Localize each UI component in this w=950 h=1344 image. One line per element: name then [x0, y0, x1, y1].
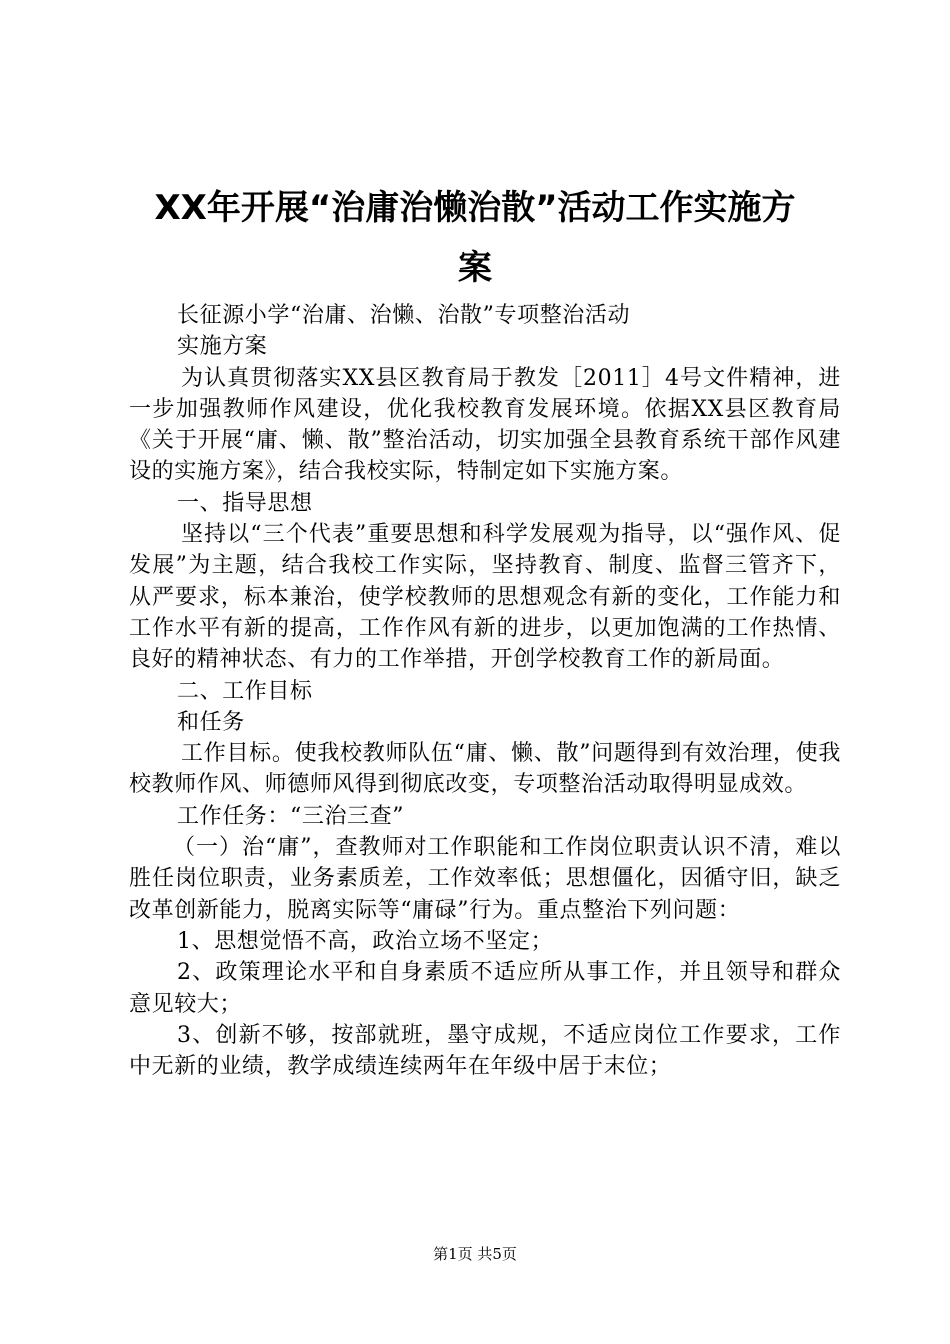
list-item-1: 1、思想觉悟不高，政治立场不坚定； [177, 928, 554, 954]
heading-work-goals: 二、工作目标 [177, 678, 313, 704]
heading-guiding-ideology: 一、指导思想 [177, 490, 313, 516]
document-title-line-1: XX年开展“治庸治懒治散”活动工作实施方 [154, 188, 796, 228]
heading-work-goals-continued: 和任务 [177, 709, 245, 735]
guiding-ideology-paragraph: 坚持以“三个代表”重要思想和科学发展观为指导，以“强作风、促发展”为主题，结合我校工作实际，坚持教育、制度、监督三管齐下，从严要求，标本兼治，使学校教师的思想观念有新的变化，工作能力和工作水平有新的提高，工作作风有新的进步，以更加饱满的工作热情、良好的精神状态、有力的工作举措，开创学校教育工作的新局面。 [129, 522, 841, 673]
subtitle-school-activity: 长征源小学“治庸、治懒、治散”专项整治活动 [177, 303, 631, 328]
task-one-paragraph: （一）治“庸”，查教师对工作职能和工作岗位职责认识不清，难以胜任岗位职责，业务素质差，工作效率低；思想僵化，因循守旧，缺乏改革创新能力，脱离实际等“庸碌”行为。重点整治下列问题： [129, 835, 841, 923]
page-footer: 第1页 共5页 [433, 1245, 517, 1263]
document-title-line-2: 案 [458, 248, 492, 288]
list-item-3: 3、创新不够，按部就班，墨守成规，不适应岗位工作要求，工作中无新的业绩，教学成绩连续两年在年级中居于末位； [129, 1022, 841, 1080]
document-body [129, 300, 841, 1082]
list-item-2: 2、政策理论水平和自身素质不适应所从事工作，并且领导和群众意见较大； [129, 960, 841, 1017]
work-tasks-heading: 工作任务：“三治三查” [177, 803, 405, 829]
subtitle-plan: 实施方案 [177, 334, 268, 360]
intro-paragraph: 为认真贯彻落实XX县区教育局于教发［2011］4号文件精神，进一步加强教师作风建设，优化我校教育发展环境。依据XX县区教育局《关于开展“庸、懒、散”整治活动，切实加强全县教育系统干部作风建设的实施方案》，结合我校实际，特制定如下实施方案。 [129, 365, 841, 485]
work-goals-paragraph: 工作目标。使我校教师队伍“庸、懒、散”问题得到有效治理，使我校教师作风、师德师风得到彻底改变，专项整治活动取得明显成效。 [129, 741, 841, 798]
